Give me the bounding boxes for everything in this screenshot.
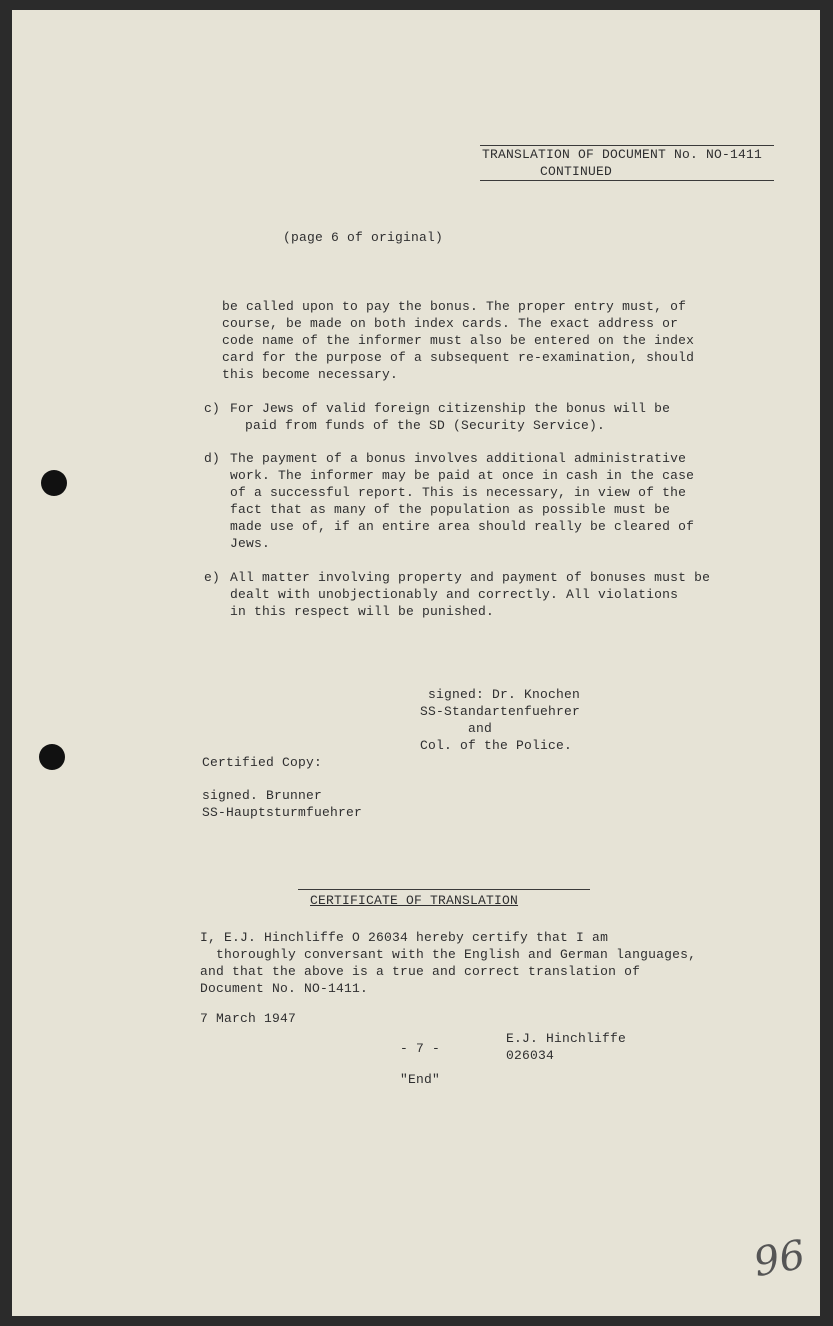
paragraph-line: course, be made on both index cards. The exact address or [222, 316, 679, 331]
signer-and: and [468, 721, 493, 736]
item-c-line: For Jews of valid foreign citizenship the bonus will be [230, 401, 671, 416]
translator-number: 026034 [506, 1048, 555, 1063]
certificate-title: CERTIFICATE OF TRANSLATION [310, 893, 519, 908]
certificate-line: thoroughly conversant with the English and German languages, [216, 947, 697, 962]
certified-rank: SS-Hauptsturmfuehrer [202, 805, 363, 820]
signer-rank: SS-Standartenfuehrer [420, 704, 581, 719]
page-reference: (page 6 of original) [283, 230, 444, 245]
certificate-line: I, E.J. Hinchliffe O 26034 hereby certify that I am [200, 930, 609, 945]
item-d-line: of a successful report. This is necessary, in view of the [230, 485, 687, 500]
header-rule-bottom [480, 180, 774, 181]
certificate-rule-top [298, 889, 590, 890]
translator-name: E.J. Hinchliffe [506, 1031, 627, 1046]
paragraph-line: card for the purpose of a subsequent re-examination, should [222, 350, 695, 365]
document-header-continued: CONTINUED [540, 164, 613, 179]
item-e-line: in this respect will be punished. [230, 604, 495, 619]
certified-signed: signed. Brunner [202, 788, 323, 803]
end-marker: "End" [400, 1072, 441, 1087]
item-marker: e) [204, 570, 221, 585]
certificate-line: and that the above is a true and correct translation of [200, 964, 641, 979]
handwritten-page-number: 96 [750, 1231, 809, 1287]
punch-hole [41, 470, 67, 496]
item-e-line: All matter involving property and payment of bonuses must be [230, 570, 711, 585]
punch-hole [39, 744, 65, 770]
item-d-line: made use of, if an entire area should really be cleared of [230, 519, 695, 534]
item-d-line: fact that as many of the population as possible must be [230, 502, 671, 517]
item-c-line: paid from funds of the SD (Security Service). [245, 418, 606, 433]
certificate-date: 7 March 1947 [200, 1011, 297, 1026]
certified-copy-label: Certified Copy: [202, 755, 323, 770]
document-header-title: TRANSLATION OF DOCUMENT No. NO-1411 [482, 147, 763, 162]
item-d-line: work. The informer may be paid at once in cash in the case [230, 468, 695, 483]
paragraph-line: code name of the informer must also be entered on the index [222, 333, 695, 348]
item-d-line: The payment of a bonus involves additional administrative [230, 451, 687, 466]
item-e-line: dealt with unobjectionably and correctly. All violations [230, 587, 679, 602]
page-number: - 7 - [400, 1041, 441, 1056]
paragraph-line: this become necessary. [222, 367, 399, 382]
signer-title: Col. of the Police. [420, 738, 573, 753]
certificate-line: Document No. NO-1411. [200, 981, 369, 996]
signed-by: signed: Dr. Knochen [428, 687, 581, 702]
document-page [12, 10, 820, 1316]
item-marker: d) [204, 451, 221, 466]
item-d-line: Jews. [230, 536, 271, 551]
item-marker: c) [204, 401, 221, 416]
paragraph-line: be called upon to pay the bonus. The proper entry must, of [222, 299, 687, 314]
